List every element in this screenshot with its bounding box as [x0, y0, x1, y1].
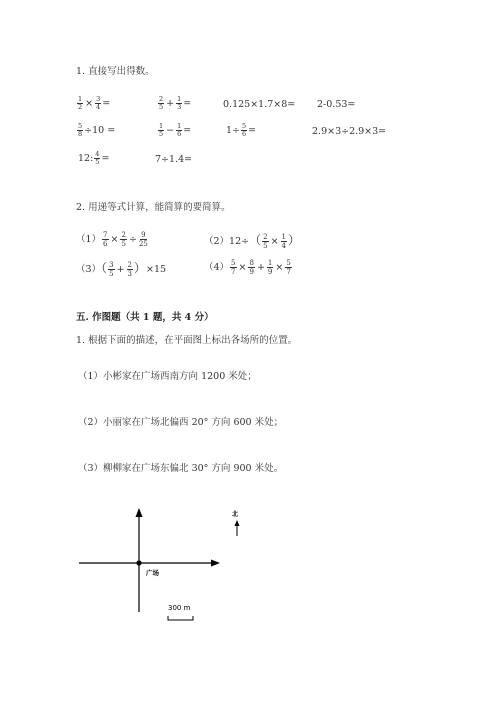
- numerator: 5: [78, 122, 83, 130]
- item-1: （1）小彬家在广场西南方向 1200 米处；: [78, 371, 257, 382]
- numerator: 8: [249, 259, 254, 267]
- operator: ×: [270, 236, 279, 247]
- operator: ×: [275, 262, 284, 273]
- scale-label: 300 m: [168, 604, 191, 612]
- equals: =: [248, 125, 257, 136]
- numerator: 5: [286, 259, 291, 267]
- item-3: （3）柳柳家在广场东偏北 30° 方向 900 米处。: [78, 463, 284, 474]
- numerator: 3: [96, 95, 101, 103]
- equals: =: [183, 125, 192, 136]
- vertical-arrow-icon: [136, 508, 143, 517]
- numerator: 2: [127, 261, 132, 269]
- operator: ×: [238, 262, 247, 273]
- denominator: 6: [242, 130, 247, 138]
- q2-title: 2. 用递等式计算，能简算的要简算。: [76, 202, 231, 213]
- numerator: 1: [177, 122, 182, 130]
- denominator: 9: [249, 268, 254, 276]
- row3-expr2: 7÷1.4=: [155, 154, 193, 165]
- numerator: 7: [103, 231, 108, 239]
- lead: 1÷: [226, 125, 241, 136]
- denominator: 7: [231, 268, 236, 276]
- right-paren: ）: [288, 233, 301, 247]
- denominator: 6: [177, 130, 182, 138]
- numerator: 3: [109, 261, 114, 269]
- denominator: 4: [96, 103, 101, 111]
- denominator: 2: [78, 103, 83, 111]
- denominator: 5: [95, 158, 100, 166]
- operator: +: [166, 98, 175, 109]
- row2-expr4: 2.9×3÷2.9×3=: [312, 126, 387, 137]
- numerator: 2: [159, 95, 164, 103]
- label: （1）: [76, 234, 102, 245]
- denominator: 7: [286, 268, 291, 276]
- plaza-label: 广场: [146, 569, 159, 577]
- numerator: 1: [177, 95, 182, 103]
- operator-tail: ÷10 =: [84, 125, 116, 136]
- denominator: 5: [121, 240, 126, 248]
- operator: −: [166, 125, 175, 136]
- equals: =: [183, 98, 192, 109]
- denominator: 25: [138, 240, 148, 248]
- equals: =: [102, 98, 111, 109]
- label: （2）12÷: [204, 236, 250, 247]
- denominator: 5: [159, 130, 164, 138]
- north-label: 北: [232, 511, 239, 518]
- equals: =: [101, 153, 110, 164]
- left-paren: （: [249, 233, 262, 247]
- numerator: 1: [281, 233, 287, 241]
- row1-expr4: 2-0.53=: [317, 99, 356, 110]
- operator: ×: [110, 234, 119, 245]
- operator: ÷: [128, 234, 137, 245]
- label: （4）: [204, 262, 230, 273]
- numerator: 2: [263, 233, 268, 241]
- numerator: 5: [242, 122, 247, 130]
- denominator: 3: [177, 103, 182, 111]
- numerator: 1: [159, 122, 164, 130]
- denominator: 9: [267, 268, 273, 276]
- q1-title: 1. 直接写出得数。: [76, 66, 155, 77]
- numerator: 2: [121, 231, 126, 239]
- numerator: 1: [267, 259, 273, 267]
- right-paren: ）: [133, 261, 146, 275]
- numerator: 4: [95, 150, 100, 158]
- denominator: 5: [159, 103, 164, 111]
- left-paren: （: [101, 261, 108, 275]
- section5-title: 五. 作图题（共 1 题，共 4 分）: [76, 312, 214, 323]
- denominator: 5: [263, 242, 268, 250]
- denominator: 8: [78, 130, 83, 138]
- scale-bar: [168, 616, 193, 620]
- tail: ×15: [145, 264, 167, 275]
- label: （3）: [76, 264, 102, 275]
- numerator: 5: [231, 259, 236, 267]
- denominator: 4: [281, 242, 287, 250]
- operator: ×: [85, 98, 94, 109]
- denominator: 3: [127, 270, 132, 278]
- numerator: 9: [141, 231, 146, 239]
- denominator: 5: [109, 270, 114, 278]
- north-arrow-icon: [235, 520, 240, 526]
- horizontal-arrow-icon: [211, 560, 220, 567]
- lead: 12:: [78, 153, 94, 164]
- plaza-point: [136, 560, 141, 565]
- operator: +: [116, 264, 125, 275]
- operator: +: [256, 262, 265, 273]
- section5-question: 1. 根据下面的描述，在平面图上标出各场所的位置。: [76, 335, 298, 346]
- numerator: 1: [78, 95, 83, 103]
- row1-expr3: 0.125×1.7×8=: [223, 99, 296, 110]
- denominator: 6: [103, 240, 108, 248]
- item-2: （2）小丽家在广场北偏西 20° 方向 600 米处；: [78, 417, 284, 428]
